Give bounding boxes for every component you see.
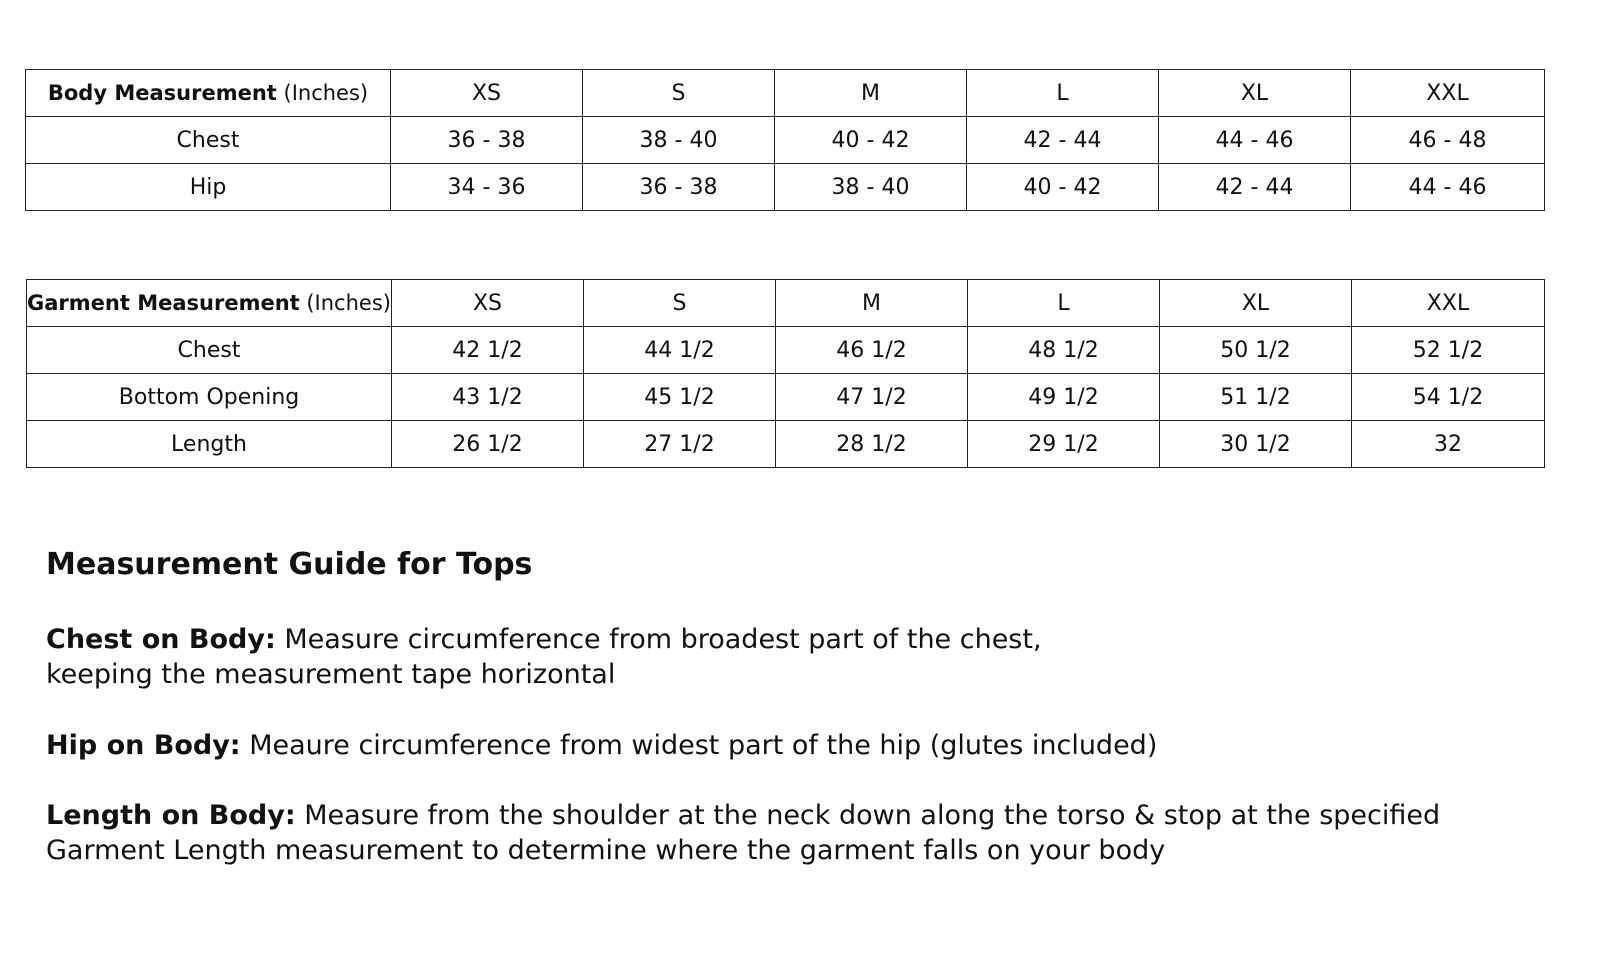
table-cell: 36 - 38: [583, 164, 775, 211]
header-unit: (Inches): [299, 291, 391, 315]
table-cell: 30 1/2: [1160, 421, 1352, 468]
table-row: [26, 164, 1545, 211]
table-cell: 42 - 44: [1159, 164, 1351, 211]
table-cell: 40 - 42: [967, 164, 1159, 211]
table-cell: 36 - 38: [391, 117, 583, 164]
size-header-xs: XS: [392, 280, 584, 327]
table-cell: 38 - 40: [775, 164, 967, 211]
table-cell: 51 1/2: [1160, 374, 1352, 421]
table-cell: 44 - 46: [1351, 164, 1545, 211]
garment-measurement-table: [26, 279, 1545, 468]
table-cell: 46 1/2: [776, 327, 968, 374]
guide-text: Measure circumference from broadest part of the chest,: [275, 624, 1042, 655]
header-unit: (Inches): [276, 81, 369, 105]
guide-term: Length on Body:: [46, 800, 296, 831]
size-header-s: S: [584, 280, 776, 327]
guide-term: Hip on Body:: [46, 730, 241, 761]
table-cell: 32: [1352, 421, 1545, 468]
row-label: Hip: [26, 164, 391, 211]
size-header-xxl: XXL: [1352, 280, 1545, 327]
guide-text: keeping the measurement tape horizontal: [46, 659, 616, 690]
body-measurement-table: [25, 69, 1545, 211]
guide-text: Meaure circumference from widest part of the hip (glutes included): [240, 730, 1158, 761]
header-title: Body Measurement: [47, 81, 277, 105]
table-cell: 38 - 40: [583, 117, 775, 164]
size-header-xl: XL: [1159, 70, 1351, 117]
table-cell: 46 - 48: [1351, 117, 1545, 164]
table-header-row: [27, 280, 1545, 327]
guide-chest-paragraph: [46, 622, 1042, 692]
table-cell: 40 - 42: [775, 117, 967, 164]
table-cell: 54 1/2: [1352, 374, 1545, 421]
table-row: [27, 327, 1545, 374]
size-header-m: M: [776, 280, 968, 327]
guide-term: Chest on Body:: [46, 624, 276, 655]
table-cell: 44 - 46: [1159, 117, 1351, 164]
table-cell: 34 - 36: [391, 164, 583, 211]
table-cell: 47 1/2: [776, 374, 968, 421]
table-cell: 28 1/2: [776, 421, 968, 468]
row-label: Length: [27, 421, 392, 468]
table-cell: 50 1/2: [1160, 327, 1352, 374]
table-row: [27, 421, 1545, 468]
size-header-xl: XL: [1160, 280, 1352, 327]
table-cell: 26 1/2: [392, 421, 584, 468]
table-row: [26, 117, 1545, 164]
size-header-m: M: [775, 70, 967, 117]
guide-title: Measurement Guide for Tops: [46, 547, 533, 582]
table-cell: 45 1/2: [584, 374, 776, 421]
row-label: Chest: [26, 117, 391, 164]
row-label: Bottom Opening: [27, 374, 392, 421]
table-cell: 29 1/2: [968, 421, 1160, 468]
size-header-l: L: [968, 280, 1160, 327]
guide-text: Measure from the shoulder at the neck down along the torso & stop at the specified: [295, 800, 1441, 831]
table-cell: 43 1/2: [392, 374, 584, 421]
size-header-xxl: XXL: [1351, 70, 1545, 117]
table-cell: 44 1/2: [584, 327, 776, 374]
guide-text: Garment Length measurement to determine where the garment falls on your body: [46, 835, 1166, 866]
guide-length-paragraph: [46, 798, 1440, 868]
table-cell: 48 1/2: [968, 327, 1160, 374]
table-header-label: [27, 280, 392, 327]
guide-hip-paragraph: [46, 728, 1157, 763]
table-cell: 42 1/2: [392, 327, 584, 374]
table-cell: 52 1/2: [1352, 327, 1545, 374]
table-cell: 27 1/2: [584, 421, 776, 468]
table-header-row: [26, 70, 1545, 117]
table-header-label: [26, 70, 391, 117]
size-header-s: S: [583, 70, 775, 117]
row-label: Chest: [27, 327, 392, 374]
size-header-l: L: [967, 70, 1159, 117]
table-row: [27, 374, 1545, 421]
table-cell: 49 1/2: [968, 374, 1160, 421]
table-cell: 42 - 44: [967, 117, 1159, 164]
size-header-xs: XS: [391, 70, 583, 117]
header-title: Garment Measurement: [27, 291, 300, 315]
